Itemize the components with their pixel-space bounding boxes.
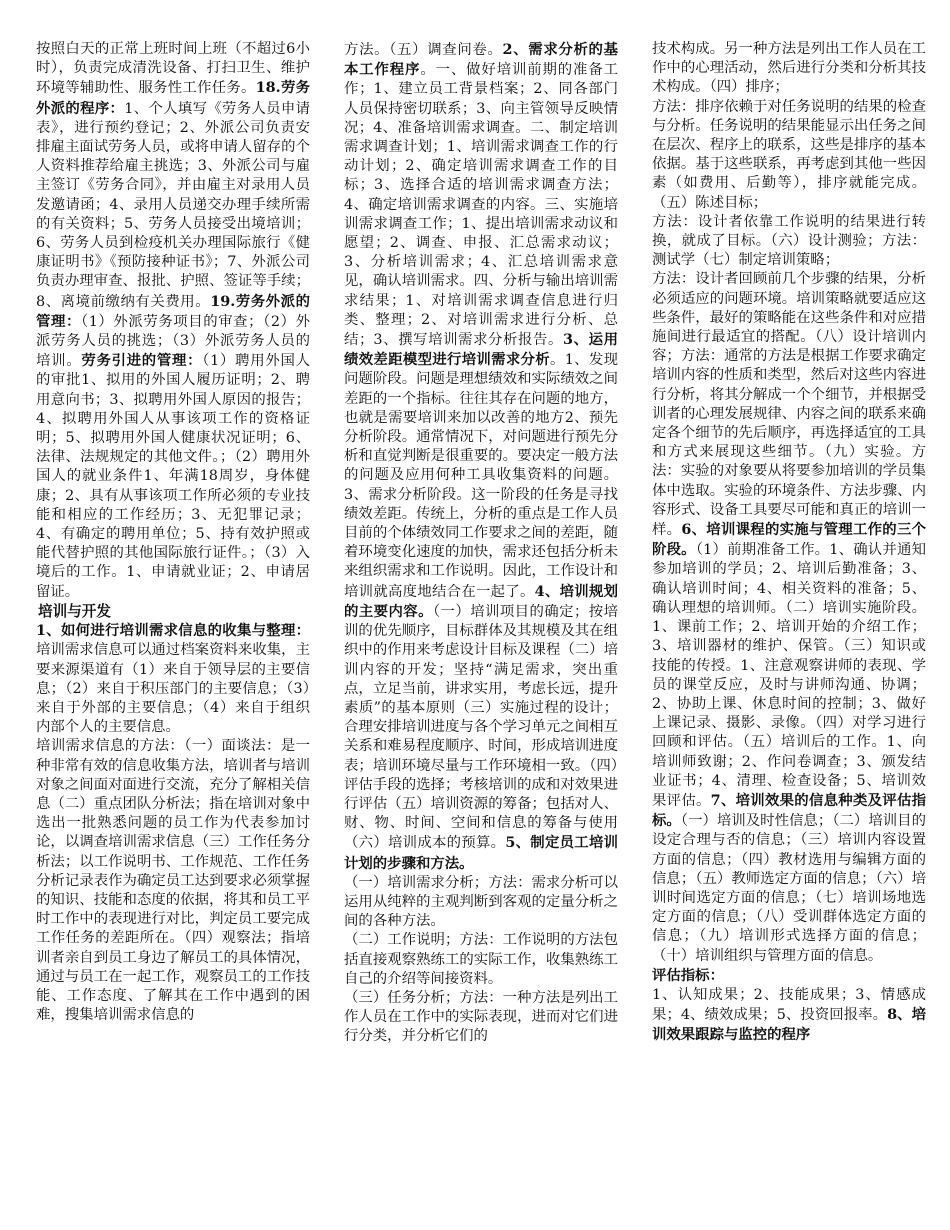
body-text: 。一、做好培训前期的准备工作；1、建立员工背景档案；2、同各部门人员保持密切联系；3、向主管领导反映情况；4、准备培训需求调查。二、制定培训需求调查计划；1、培训需求调查工作的行动计划；2、确定培训需求调查工作的目标；3、选择合适的培训需求调查方法；4、确定培训需求调查的内容。三、实施培训需求调查工作；1、提出培训需求动议和愿望；2、调查、申报、汇总需求动议；3、分析培训需求；4、汇总培训需求意见，确认培训需求。四、分析与输出培训需求结果；1、对培训需求调查信息进行归类、整理；2、对培训需求进行分析、总结；3、撰写培训需求分析报告。 (344, 62, 618, 349)
body-text: （一）培训需求分析；方法：需求分析可以运用从纯粹的主观判断到客观的定量分析之间的各种方法。 (344, 874, 618, 930)
paragraph (652, 966, 926, 986)
body-text: 方法：排序依赖于对任务说明的结果的检查与分析。任务说明的结果能显示出任务之间在层次、程序上的联系，这些是排序的基本依据。基于这些联系，再考虑到其他一些因素（如费用、后勤等），排序就能完成。（五）陈述目标； (652, 98, 926, 211)
body-text: 技术构成。另一种方法是列出工作人员在工作中的心理活动，然后进行分类和分析其技术构成。（四）排序； (652, 41, 926, 96)
bold-heading-text: 3、运用绩效差距模型进行培训需求分析 (344, 331, 618, 369)
body-text: （二）工作说明；方法：工作说明的方法包括直接观察熟练工的实际工作，收集熟练工自己的介绍等间接资料。 (344, 932, 618, 987)
section-heading (36, 602, 310, 621)
bold-heading-text: 劳务引进的管理： (81, 352, 203, 370)
bold-heading-text: 评估指标： (652, 966, 724, 984)
bold-heading-text: 18.劳务外派的程序： (36, 79, 310, 117)
text-column-2 (344, 40, 618, 1210)
paragraph (36, 40, 310, 602)
body-text: 1、个人填写《劳务人员申请表》，进行预约登记；2、外派公司负责安排雇主面试劳务人员，或将申请人留存的个人资料推荐给雇主挑选；3、外派公司与雇主签订《劳务合同》，并由雇主对录用人员发邀请函；4、录用人员递交办理手续所需的有关资料；5、劳务人员接受出境培训；6、劳务人员到检疫机关办理国际旅行《健康证明书》《预防接种证书》；7、外派公司负责办理审查、报批、护照、签证等手续；8、离境前缴纳有关费用。 (36, 100, 310, 310)
bold-heading-text: 1、如何进行培训需求信息的收集与整理： (36, 622, 310, 640)
paragraph (344, 40, 618, 874)
paragraph (36, 737, 310, 1025)
body-text: （1）聘用外国人的审批1、拟用的外国人履历证明；2、聘用意向书；3、拟聘用外国人原因的报告；4、拟聘用外国人从事该项工作的资格证明；5、拟聘用外国人健康状况证明；6、法律、法规规定的其他文件。；（2）聘用外国人的就业条件1、年满18周岁，身体健康；2、具有从事该项工作所必须的专业技能和相应的工作经历；3、无犯罪记录；4、有确定的聘用单位；5、持有效护照或能代替护照的其他国际旅行证件。；（3）入境后的工作。1、申请就业证；2、申请居留证。 (36, 353, 310, 600)
text-column-3 (652, 40, 926, 1210)
paragraph (652, 40, 926, 98)
bold-heading-text: 5、制定员工培训计划的步骤和方法。 (344, 834, 618, 872)
body-text: （1）前期准备工作。1、确认并通知参加培训的学员；2、培训后勤准备；3、确认培训时间；4、相关资料的准备；5、确认理想的培训师。（二）培训实施阶段。1、课前工作；2、培训开始的介绍工作；3、培训器材的维护、保管。（三）知识或技能的传授。1、注意观察讲师的表现、学员的课堂反应，及时与讲师沟通、协调；2、协助上课、休息时间的控制；3、做好上课记录、摄影、录像。（四）对学习进行回顾和评估。（五）培训后的工作。1、向培训师致谢；2、作问卷调查；3、颁发结业证书；4、清理、检查设备；5、培训效果评估。 (652, 542, 926, 809)
bold-heading-text: 19.劳务外派的管理： (36, 292, 310, 330)
body-text: 。1、发现问题阶段。问题是理想绩效和实际绩效之间差距的一个指标。往往其存在问题的地方，也就是需要培训来加以改善的地方2、预先分析阶段。通常情况下，对问题进行预先分析和直觉判断是很重要的。要决定一般方法的问题及应用何种工具收集资料的问题。3、需求分析阶段。这一阶段的任务是寻找绩效差距。传统上，分析的重点是工作人员目前的个体绩效同工作要求之间的差距，随着环境变化速度的加快，需求还包括分析未来组织需求和工作说明。因此，工作设计和培训就高度地结合在一起了。 (344, 352, 618, 600)
paragraph (344, 874, 618, 932)
body-text: 培训需求信息的方法：（一）面谈法：是一种非常有效的信息收集方法，培训者与培训对象之间面对面进行交流，充分了解相关信息（二）重点团队分析法；指在培训对象中选出一批熟悉问题的员工作为代表参加讨论，以调查培训需求信息（三）工作任务分析法；以工作说明书、工作规范、工作任务分析记录表作为确定员工达到要求必须掌握的知识、技能和态度的依据，将其和员工平时工作中的表现进行对比，判定员工要完成工作任务的差距所在。（四）观察法；指培训者亲自到员工身边了解员工的具体情况，通过与员工在一起工作，观察员工的工作技能、工作态度、了解其在工作中遇到的困难，搜集培训需求信息的 (36, 738, 310, 1024)
paragraph (652, 213, 926, 271)
body-text: （1）外派劳务项目的审查；（2）外派劳务人员的挑选；（3）外派劳务人员的培训。 (36, 313, 310, 370)
paragraph (652, 270, 926, 965)
bold-heading-text: 8、培训效果跟踪与监控的程序 (652, 1006, 926, 1044)
paragraph (36, 621, 310, 737)
body-text: 培训与开发 (38, 602, 111, 620)
paragraph (652, 98, 926, 213)
body-text: （一）培训及时性信息；（二）培训目的设定合理与否的信息；（三）培训内容设置方面的信息；（四）教材选用与编辑方面的信息；（五）教师选定方面的信息；（六）培训时间选定方面的信息；（七）培训场地选定方面的信息；（八）受训群体选定方面的信息；（九）培训形式选择方面的信息；（十）培训组织与管理方面的信息。 (652, 813, 926, 964)
bold-heading-text: 4、培训规划的主要内容。 (344, 582, 618, 620)
body-text: 1、认知成果；2、技能成果；3、情感成果；4、绩效成果；5、投资回报率。 (652, 986, 926, 1024)
body-text: 培训需求信息可以通过档案资料来收集，主要来源渠道有（1）来自于领导层的主要信息；（2）来自于积压部门的主要信息；（3）来自于外部的主要信息；（4）来自于组织内部个人的主要信息。 (36, 642, 310, 736)
body-text: 方法：设计者回顾前几个步骤的结果，分析必须适应的问题环境。培训策略就要适应这些条件，最好的策略能在这些条件和对应措施间进行最适宜的搭配。（八）设计培训内容；方法：通常的方法是根据工作要求确定培训内容的性质和类型，然后对这些内容进行分析，将其分解成一个个细节，并根据受训者的心理发展规律、内容之间的联系来确定各个细节的先后顺序，再选择适宜的工具和方式来展现这些细节。（九）实验。方法：实验的对象要从将要参加培训的学员集体中选取。实验的环境条件、方法步骤、内容形式、设备工具要尽可能和真正的培训一样。 (652, 271, 926, 539)
body-text: 方法。（五）调查问卷。 (344, 42, 503, 58)
paragraph (344, 931, 618, 989)
body-text: 方法：设计者依靠工作说明的结果进行转换，就成了目标。（六）设计测验；方法：测试学（七）制定培训策略； (652, 213, 926, 269)
body-text: 按照白天的正常上班时间上班（不超过6小时），负责完成清洗设备、打扫卫生、维护环境等辅助性、服务性工作任务。 (36, 41, 310, 97)
bold-heading-text: 6、培训课程的实施与管理工作的三个阶段。 (652, 521, 926, 559)
body-text: （三）任务分析；方法：一种方法是列出工作人员在工作中的实际表现，进而对它们进行分类，并分析它们的 (344, 989, 618, 1045)
paragraph (652, 986, 926, 1046)
bold-heading-text: 2、需求分析的基本工作程序 (344, 41, 618, 79)
bold-heading-text: 7、培训效果的信息种类及评估指标。 (652, 791, 926, 830)
body-text: （一）培训项目的确定；按培训的优先顺序，目标群体及其规模及其在组织中的作用来考虑设计目标及课程（二）培训内容的开发；坚持“满足需求，突出重点，立足当前，讲求实用，考虑长远，提升素质”的基本原则（三）实施过程的设计；合理安排培训进度与各个学习单元之间相互关系和难易程度顺序、时间，形成培训进度表；培训环境尽量与工作环境相一致。（四）评估手段的选择；考核培训的成和对效果进行评估（五）培训资源的筹备；包括对人、财、物、时间、空间和信息的筹备与使用（六）培训成本的预算。 (344, 603, 618, 852)
text-column-1 (36, 40, 310, 1210)
paragraph (344, 989, 618, 1047)
